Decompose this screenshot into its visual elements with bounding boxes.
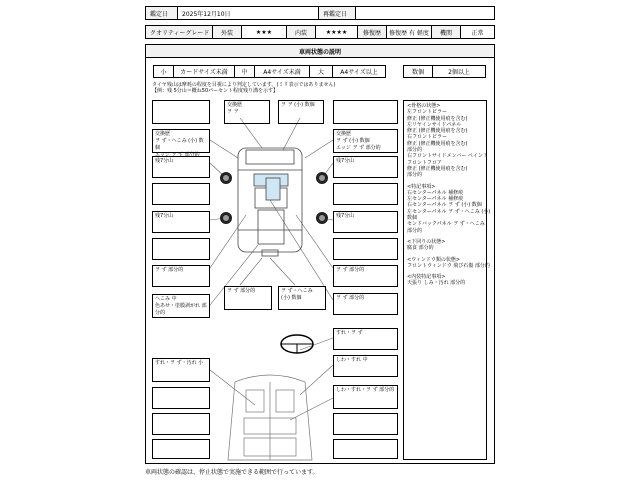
interior-box-right-1: すれ・ヲ ず (333, 328, 398, 350)
quality-grade-label: クオリティーグレード (145, 25, 213, 39)
damage-box-line: 交換歴 (155, 131, 171, 137)
note-line: 右センターパネル ヲ ず (小) 数個 (407, 202, 482, 209)
interior-box-right-3: しわ・すれ・ヲ ず 部分的 (333, 385, 398, 409)
damage-box-left-empty-2 (152, 238, 210, 260)
exterior-rating: ★★★ (241, 25, 287, 39)
damage-box-bottom-left (152, 294, 210, 318)
interior-box-left-1: すれ・ヲ ず・汚れ 小 (152, 358, 210, 382)
damage-box-right-lower: ヲ ず 部分的 (333, 265, 398, 287)
note-line: 左リヤインサイドパネル (407, 121, 462, 128)
interior-rating: ★★★★ (315, 25, 358, 39)
note-line: 数個 (407, 215, 418, 222)
interior-box-right-empty (333, 413, 398, 435)
note-line: 右フロントピラー (407, 134, 448, 141)
tire-note-line2: 【例：残 5分山＝概ね50パーセント程度残り溝を示す】 (152, 88, 279, 94)
tire-box-left-front: 残7分山 (152, 156, 210, 178)
notes-title-window: <ウィンドウ類の状態> (407, 256, 461, 263)
note-line: フロントウィンドウ 飛び石傷 部分的 (407, 262, 490, 269)
note-line: 天張り しみ・汚れ 部分的 (407, 280, 466, 287)
note-line: 左フロントピラー (407, 109, 448, 116)
note-line: 部分的 (407, 227, 423, 234)
note-line: 腐食 部分的 (407, 245, 434, 252)
engine-label: 機関 (431, 25, 461, 39)
interior-box-right-empty-2 (333, 439, 398, 459)
note-line: 修正 (修正機使用痕を含む) (407, 115, 468, 122)
reappraisal-date-label: 再鑑定日 (318, 6, 356, 20)
size-medium-label: 中 (234, 65, 255, 78)
damage-box-left-empty-1 (152, 183, 210, 205)
repair-history-value: 修復歴 有 軽度 (386, 25, 432, 39)
notes-title-special: <特記事項> (407, 183, 436, 190)
damage-box-bottom-mid-left: ヲ ず 部分的 (224, 286, 272, 310)
tire-box-left-rear: 残7分山 (152, 211, 210, 233)
damage-box-line: エッジ ヲ ず 部分的 (155, 152, 200, 158)
damage-box-line: ヲ ヲ (227, 109, 239, 115)
notes-title-repair: <骨格の状態> (407, 103, 441, 109)
interior-label: 内装 (286, 25, 316, 39)
size-large-desc: A4サイズ以上 (332, 65, 386, 78)
damage-box-top-left-empty (152, 100, 210, 124)
note-line: 左センターパネル ヲ ず・へこみ (小) (407, 208, 491, 215)
interior-box-left-empty-2 (152, 413, 210, 435)
note-line: 修正 (修正機使用痕を含む) (407, 140, 468, 147)
note-line: 修正 (修正機使用痕を含む) (407, 128, 468, 135)
note-line: 修正 (修正機使用痕を含む) (407, 165, 468, 172)
tire-box-right-front: 残7分山 (333, 156, 398, 178)
damage-box-top-mid-left (224, 100, 270, 124)
damage-box-line: エッジ ヲ ず 部分的 (336, 145, 381, 151)
interior-box-left-empty-3 (152, 439, 210, 459)
damage-box-line: 色あせ・塗膜剥がれ 部分的 (155, 303, 207, 316)
engine-value: 正常 (460, 25, 495, 39)
damage-box-right-empty-1 (333, 183, 398, 205)
damage-box-right-upper (333, 129, 398, 153)
damage-box-line: ヲ ず・へこみ (小) 数個 (155, 138, 204, 151)
size-small-label: 小 (153, 65, 174, 78)
damage-box-right-empty-2 (333, 238, 398, 260)
tire-box-right-rear: 残7分山 (333, 211, 398, 233)
size-large-label: 大 (309, 65, 333, 78)
appraisal-date-value: 2025年12月10日 (177, 6, 319, 20)
interior-box-right-2: しわ・すれ 中 (333, 355, 398, 377)
note-line: 右センターパネル 補修痕 (407, 189, 464, 196)
interior-diagram (228, 375, 312, 460)
damage-box-bottom-mid-center: ヲ ず・へこみ (小) 数個 (278, 286, 326, 310)
car-top-view (238, 148, 302, 256)
footer-note: 車両状態の確認は、停止状態で実施できる範囲で行っています。 (145, 469, 319, 476)
note-line: センドバックパネル ヲ ず・へこみ (407, 221, 485, 228)
damage-box-right-bottom: ヲ ず 部分的 (333, 293, 398, 315)
damage-box-line: 交換歴 (336, 131, 352, 137)
section-title: 車両状態の説明 (145, 44, 495, 58)
damage-box-line: 交換歴 (227, 102, 243, 108)
appraisal-date-label: 鑑定日 (145, 6, 178, 20)
note-line: 部分的 (407, 147, 423, 154)
note-line: 右フロントサイドメンバー ペイント (407, 153, 488, 160)
count-desc: 2個以上 (432, 65, 486, 78)
size-medium-desc: A4サイズ未満 (254, 65, 310, 78)
tire-note-line1: タイヤ残山は摩耗の程度を目視により判定しています。(ミリ表示ではありません) (152, 82, 336, 88)
damage-box-left-lower: ヲ ず 部分的 (152, 265, 210, 287)
steering-wheel-icon (281, 335, 313, 353)
interior-box-left-empty-1 (152, 387, 210, 409)
notes-panel (403, 100, 491, 460)
damage-box-top-right-empty (333, 100, 398, 124)
exterior-label: 外装 (212, 25, 242, 39)
note-line: 左センターパネル 補修痕 (407, 196, 464, 203)
repair-history-label: 修復歴 (357, 25, 387, 39)
damage-box-top-mid-right: ヲ ヲ (小) 数個 (278, 100, 324, 124)
note-line: フロントフロア (407, 159, 442, 166)
damage-box-line: へこみ 中 (155, 296, 177, 302)
damage-box-line: ヲ ず (小) 数個 (336, 138, 370, 144)
count-label: 数個 (403, 65, 433, 78)
notes-title-under: <下回りの状態> (407, 238, 446, 245)
damage-box-left-upper (152, 129, 210, 158)
note-line: 部分的 (407, 172, 423, 179)
notes-title-interior: <内装特記事項> (407, 274, 446, 281)
size-small-desc: カードサイズ未満 (173, 65, 235, 78)
